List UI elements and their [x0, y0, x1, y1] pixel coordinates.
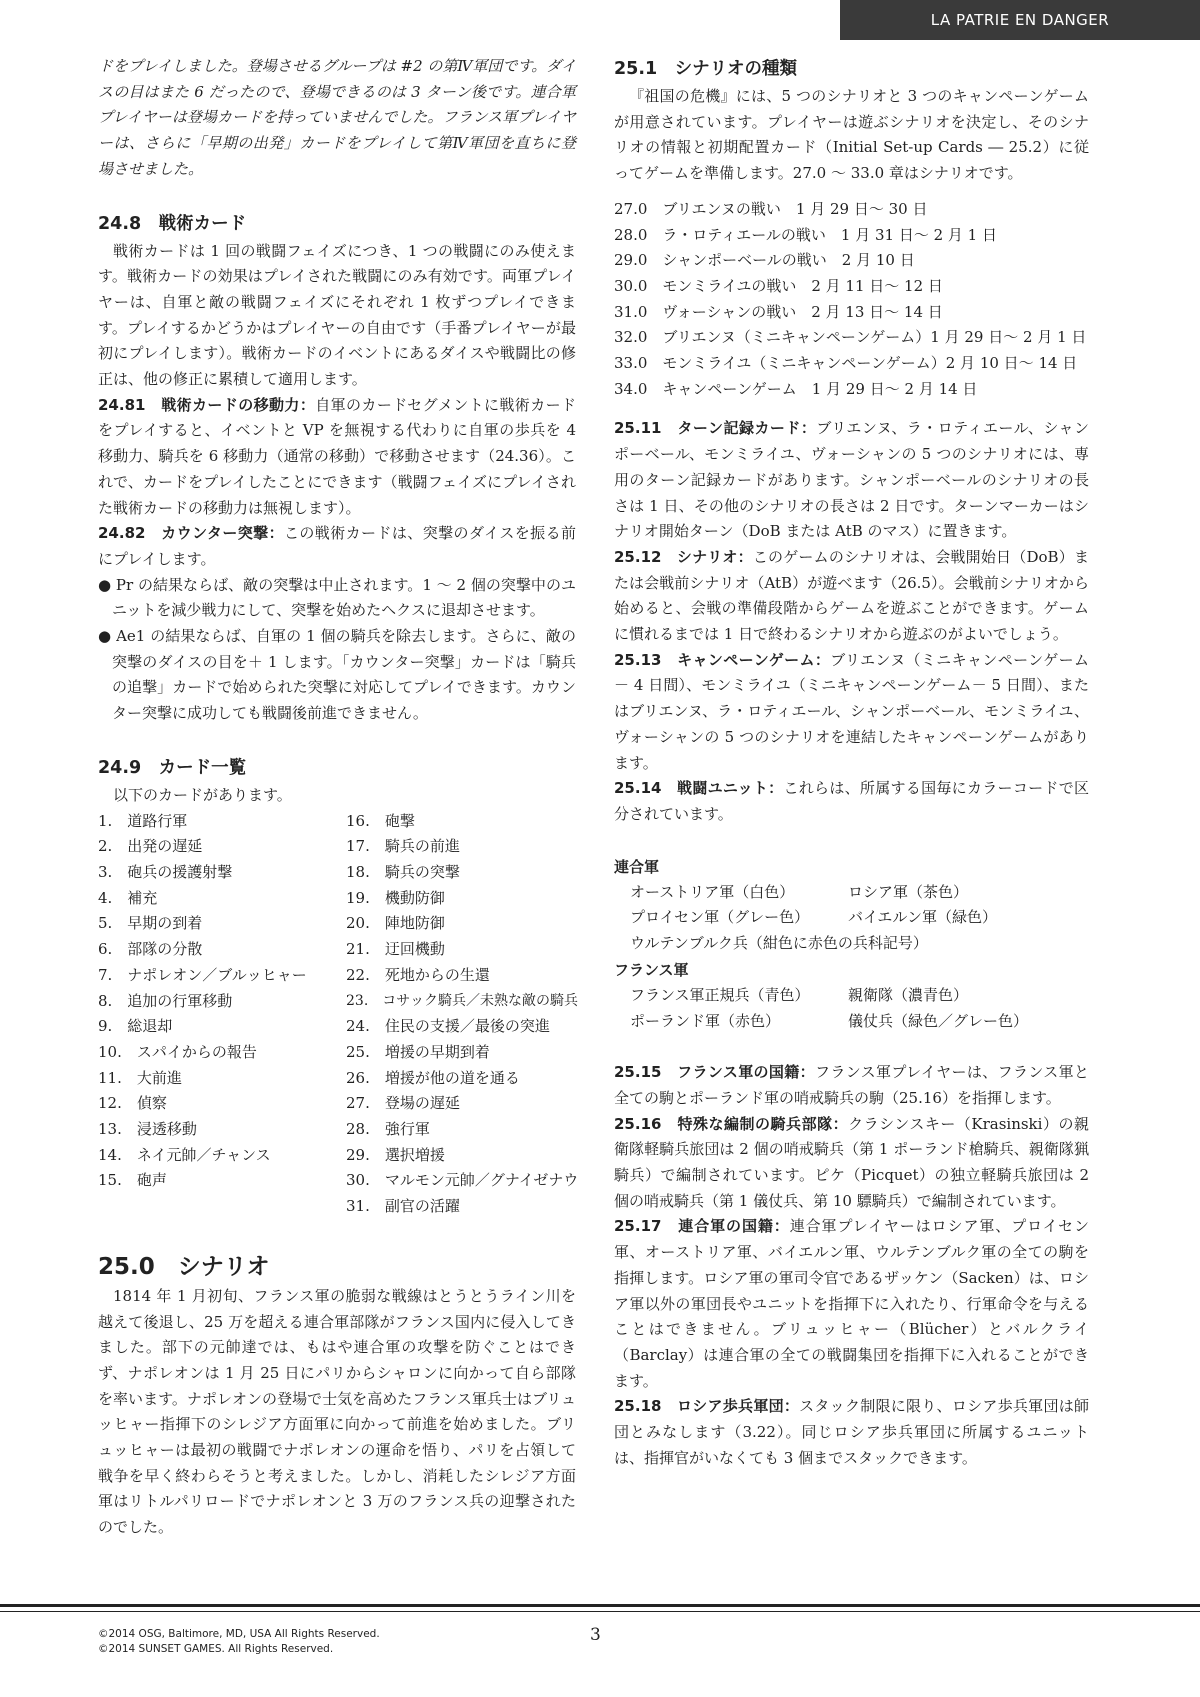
rule-25-12-title: 25.12 シナリオ：: [614, 547, 753, 566]
french-row: [614, 983, 1089, 1009]
list-item: 30. マルモン元帥／グナイゼナウ: [346, 1171, 579, 1190]
rule-25-14-title: 25.14 戦闘ユニット：: [614, 779, 784, 798]
list-item: 13. 浸透移動: [98, 1120, 197, 1139]
running-header-title: LA PATRIE EN DANGER: [930, 11, 1110, 29]
rule-24-81: [98, 393, 576, 522]
rule-25-17-title: 25.17 連合軍の国籍：: [614, 1217, 790, 1236]
list-item: 22. 死地からの生還: [346, 965, 490, 984]
allied-row: [614, 931, 1089, 957]
card-list: [98, 809, 579, 1220]
section-25-0-text: 1814 年 1 月初旬、フランス軍の脆弱な戦線はとうとうライン川を越えて後退し、25 万を超える連合軍部隊がフランス国内に侵入してきました。部下の元帥達では、もはや連合軍の攻撃を防ぐことはできず、ナポレオンは 1 月 25 日にパリからシャロンに向かって自ら部隊を率います。ナポレオンの登場で士気を高めたフランス軍兵士はブリュッヒャー指揮下のシレジア方面軍に向かって前進を始めました。ブリュッヒャーは最初の戦闘でナポレオンの運命を悟り、パリを占領して戦争を早く終わらそうと考えました。しかし、消耗したシレジア方面軍はリトルパリロードでナポレオンと 3 万のフランス兵の迎撃されたのでした。: [98, 1286, 576, 1537]
list-item: 26. 増援が他の道を通る: [346, 1068, 520, 1087]
list-item: 4. 補充: [98, 888, 158, 907]
rule-24-82-text: この戦術カードは、突撃のダイスを振る前にプレイします。: [98, 524, 576, 568]
list-item: 28. 強行軍: [346, 1120, 430, 1139]
card-list-column-2: [346, 809, 579, 1220]
section-24-9-title: 24.9 カード一覧: [98, 757, 247, 778]
rule-24-81-text: 自軍のカードセグメントに戦術カードをプレイすると、イベントと VP を無視する代わりに自軍の歩兵を 4 移動力、騎兵を 6 移動力（通常の移動）で移動させます（24.36）。これで、カードをプレイしたことにできます（戦闘フェイズにプレイされた戦術カードの移動力は無視します）。: [98, 395, 577, 517]
page-number: 3: [590, 1625, 601, 1645]
rule-25-14-text: これらは、所属する国毎にカラーコードで区分されています。: [614, 779, 1089, 823]
rule-25-15-title: 25.15 フランス軍の国籍：: [614, 1063, 816, 1082]
list-item: 29. 選択増援: [346, 1145, 445, 1164]
list-item: 11. 大前進: [98, 1068, 182, 1087]
list-item: 23. コサック騎兵／未熟な敵の騎兵: [346, 992, 578, 1009]
list-item: 31. 副官の活躍: [346, 1197, 460, 1216]
scenario-list-item: 27.0 ブリエンヌの戦い 1 月 29 日〜 30 日: [614, 199, 928, 218]
allied-color: バイエルン軍（緑色）: [848, 908, 998, 927]
section-24-8-title: 24.8 戦術カード: [98, 213, 247, 234]
list-item: 27. 登場の遅延: [346, 1094, 460, 1113]
list-item: 10. スパイからの報告: [98, 1042, 257, 1061]
rule-24-81-title: 24.81 戦術カードの移動力：: [98, 395, 316, 414]
section-25-1-title: 25.1 シナリオの種類: [614, 59, 798, 79]
section-25-1-text: 『祖国の危機』には、5 つのシナリオと 3 つのキャンペーンゲームが用意されています。プレイヤーは遊ぶシナリオを決定し、そのシナリオの情報と初期配置カード（Initial Set-up Cards ― 25.2）に従ってゲームを準備します。27.0 〜 33.0 章はシナリオです。: [614, 87, 1089, 183]
section-24-8-text: 戦術カードは 1 回の戦闘フェイズにつき、1 つの戦闘にのみ使えます。戦術カードの効果はプレイされた戦闘にのみ有効です。両軍プレイヤーは、自軍と敵の戦闘フェイズにそれぞれ 1 枚ずつプレイできます。プレイするかどうかはプレイヤーの自由です（手番プレイヤーが最初にプレイします）。戦術カードのイベントにあるダイスや戦闘比の修正は、他の修正に累積して適用します。: [98, 241, 576, 389]
scenario-list-item: 31.0 ヴォーシャンの戦い 2 月 13 日〜 14 日: [614, 302, 943, 321]
list-item: 3. 砲兵の援護射撃: [98, 862, 233, 881]
list-item: 2. 出発の遅延: [98, 837, 203, 856]
french-color: 親衛隊（濃青色）: [848, 985, 969, 1004]
scenario-list-item: 34.0 キャンペーンゲーム 1 月 29 日〜 2 月 14 日: [614, 379, 978, 398]
rule-25-13-title: 25.13 キャンペーンゲーム：: [614, 650, 831, 669]
rule-25-13: [614, 648, 1089, 777]
rule-25-12-text: このゲームのシナリオは、会戦開始日（DoB）または会戦前シナリオ（AtB）が遊べます（26.5）。会戦前シナリオから始めると、会戦の準備段階からゲームを遊ぶことができます。ゲームに慣れるまでは 1 日で終わるシナリオから遊ぶのがよいでしょう。: [614, 547, 1089, 644]
left-column: [98, 54, 579, 1541]
list-item: 14. ネイ元帥／チャンス: [98, 1145, 271, 1164]
rule-25-16-title: 25.16 特殊な編制の騎兵部隊：: [614, 1114, 849, 1133]
french-color: 儀仗兵（緑色／グレー色）: [848, 1011, 1029, 1030]
scenario-list-item: 29.0 シャンポーベールの戦い 2 月 10 日: [614, 251, 915, 270]
rule-25-18: [614, 1394, 1089, 1471]
scenario-list-item: 28.0 ラ・ロティエールの戦い 1 月 31 日〜 2 月 1 日: [614, 225, 997, 244]
list-item: 12. 偵察: [98, 1094, 167, 1113]
french-row: [614, 1009, 1089, 1035]
rule-25-17-text: 連合軍プレイヤーはロシア軍、プロイセン軍、オーストリア軍、バイエルン軍、ウルテンブルク軍の全ての駒を指揮します。ロシア軍の軍司令官であるザッケン（Sacken）は、ロシア軍以外の軍団長やユニットを指揮下に入れたり、行軍命令を与えることはできません。ブリュッヒャー（Blücher）とバルクライ（Barclay）は連合軍の全ての戦闘集団を指揮下に入れることができます。: [614, 1217, 1089, 1390]
scenario-list-item: 30.0 モンミライユの戦い 2 月 11 日〜 12 日: [614, 276, 943, 295]
list-item: 17. 騎兵の前進: [346, 837, 460, 856]
scenario-list-item: 32.0 ブリエンヌ（ミニキャンペーンゲーム）1 月 29 日〜 2 月 1 日: [614, 328, 1087, 347]
rule-25-11-title: 25.11 ターン記録カード：: [614, 419, 817, 438]
list-item: 24. 住民の支援／最後の突進: [346, 1017, 550, 1036]
list-item: 5. 早期の到着: [98, 914, 203, 933]
list-item: 20. 陣地防御: [346, 914, 445, 933]
list-item: 8. 追加の行軍移動: [98, 991, 233, 1010]
rule-25-12: [614, 545, 1089, 648]
allied-row: [614, 880, 1089, 906]
list-item: 15. 砲声: [98, 1171, 167, 1190]
allied-color: ロシア軍（茶色）: [848, 882, 969, 901]
allied-heading: 連合軍: [614, 857, 660, 876]
rule-25-17: [614, 1214, 1089, 1394]
allied-color: ウルテンブルク兵（紺色に赤色の兵科記号）: [630, 934, 928, 953]
rule-24-82-title: 24.82 カウンター突撃：: [98, 524, 284, 543]
rule-25-14: [614, 776, 1089, 827]
allied-row: [614, 905, 1089, 931]
rule-25-15-text: フランス軍プレイヤーは、フランス軍と全ての駒とポーランド軍の哨戒騎兵の駒（25.16）を指揮します。: [614, 1063, 1089, 1107]
list-item: 6. 部隊の分散: [98, 940, 203, 959]
allied-color: オーストリア軍（白色）: [630, 882, 795, 901]
right-column: [614, 54, 1089, 1471]
rule-24-82: [98, 521, 576, 572]
list-item: 7. ナポレオン／ブルッヒャー: [98, 965, 307, 984]
french-color: フランス軍正規兵（青色）: [630, 985, 810, 1004]
footer-rule-thin: [0, 1611, 1200, 1612]
running-header: [840, 0, 1200, 40]
list-item: 21. 迂回機動: [346, 940, 445, 959]
rule-25-11-text: ブリエンヌ、ラ・ロティエール、シャンポーベール、モンミライユ、ヴォーシャンの 5 つのシナリオには、専用のターン記録カードがあります。シャンポーベールのシナリオの長さは 1 日、その他のシナリオの長さは 2 日です。ターンマーカーはシナリオ開始ターン（DoB または AtB のマス）に置きます。: [614, 419, 1089, 541]
section-25-0-title: 25.0 シナリオ: [98, 1253, 270, 1280]
rule-25-16-text: クラシンスキー（Krasinski）の親衛隊軽騎兵旅団は 2 個の哨戒騎兵（第 1 ポーランド槍騎兵、親衛隊猟騎兵）で編制されています。ピケ（Picquet）の独立軽騎兵旅団は 2 個の哨戒騎兵（第 1 儀仗兵、第 10 驃騎兵）で編制されています。: [614, 1114, 1089, 1210]
list-item: 18. 騎兵の突撃: [346, 862, 460, 881]
card-list-column-1: [98, 809, 346, 1220]
rule-24-82-bullet-2: ● Ae1 の結果ならば、自軍の 1 個の騎兵を除去します。さらに、敵の突撃のダイスの目を＋ 1 します。「カウンター突撃」カードは「騎兵の追撃」カードで始められた突撃に対応してプレイできます。カウンター突撃に成功しても戦闘後前進できません。: [98, 627, 576, 723]
rule-25-16: [614, 1112, 1089, 1215]
intro-paragraph: ドをプレイしました。登場させるグループは #2 の第Ⅳ軍団です。ダイスの目はまた 6 だったので、登場できるのは 3 ターン後です。連合軍プレイヤーは登場カードを持っていませんでした。フランス軍プレイヤーは、さらに「早期の出発」カードをプレイして第Ⅳ軍団を直ちに登場させました。: [98, 57, 576, 178]
list-item: 16. 砲撃: [346, 811, 415, 830]
french-color: ポーランド軍（赤色）: [630, 1011, 781, 1030]
rule-25-18-title: 25.18 ロシア歩兵軍団：: [614, 1397, 800, 1416]
rule-25-13-text: ブリエンヌ（ミニキャンペーンゲーム－ 4 日間）、モンミライユ（ミニキャンペーンゲーム－ 5 日間）、またはブリエンヌ、ラ・ロティエール、シャンポーベール、モンミライユ、ヴォーシャンの 5 つのシナリオを連結したキャンペーンゲームがあります。: [614, 650, 1089, 772]
list-item: 25. 増援の早期到着: [346, 1042, 490, 1061]
scenario-list-item: 33.0 モンミライユ（ミニキャンペーンゲーム）2 月 10 日〜 14 日: [614, 354, 1078, 373]
rule-25-11: [614, 416, 1089, 545]
copyright-line: ©2014 SUNSET GAMES. All Rights Reserved.: [98, 1643, 334, 1655]
footer-copyright: [98, 1627, 380, 1657]
rule-24-82-bullet-1: ● Pr の結果ならば、敵の突撃は中止されます。1 〜 2 個の突撃中のユニットを減少戦力にして、突撃を始めたヘクスに退却させます。: [98, 575, 576, 620]
section-24-9-intro: 以下のカードがあります。: [113, 785, 292, 804]
copyright-line: ©2014 OSG, Baltimore, MD, USA All Rights Reserved.: [98, 1628, 380, 1640]
rule-25-15: [614, 1060, 1089, 1111]
allied-color: プロイセン軍（グレー色）: [630, 908, 810, 927]
list-item: 1. 道路行軍: [98, 811, 188, 830]
list-item: 9. 総退却: [98, 1017, 173, 1036]
french-heading: フランス軍: [614, 960, 689, 979]
footer-rule: [0, 1604, 1200, 1607]
list-item: 19. 機動防御: [346, 888, 445, 907]
rule-25-18-text: スタック制限に限り、ロシア歩兵軍団は師団とみなします（3.22）。同じロシア歩兵軍団に所属するユニットは、指揮官がいなくても 3 個までスタックできます。: [614, 1397, 1089, 1467]
